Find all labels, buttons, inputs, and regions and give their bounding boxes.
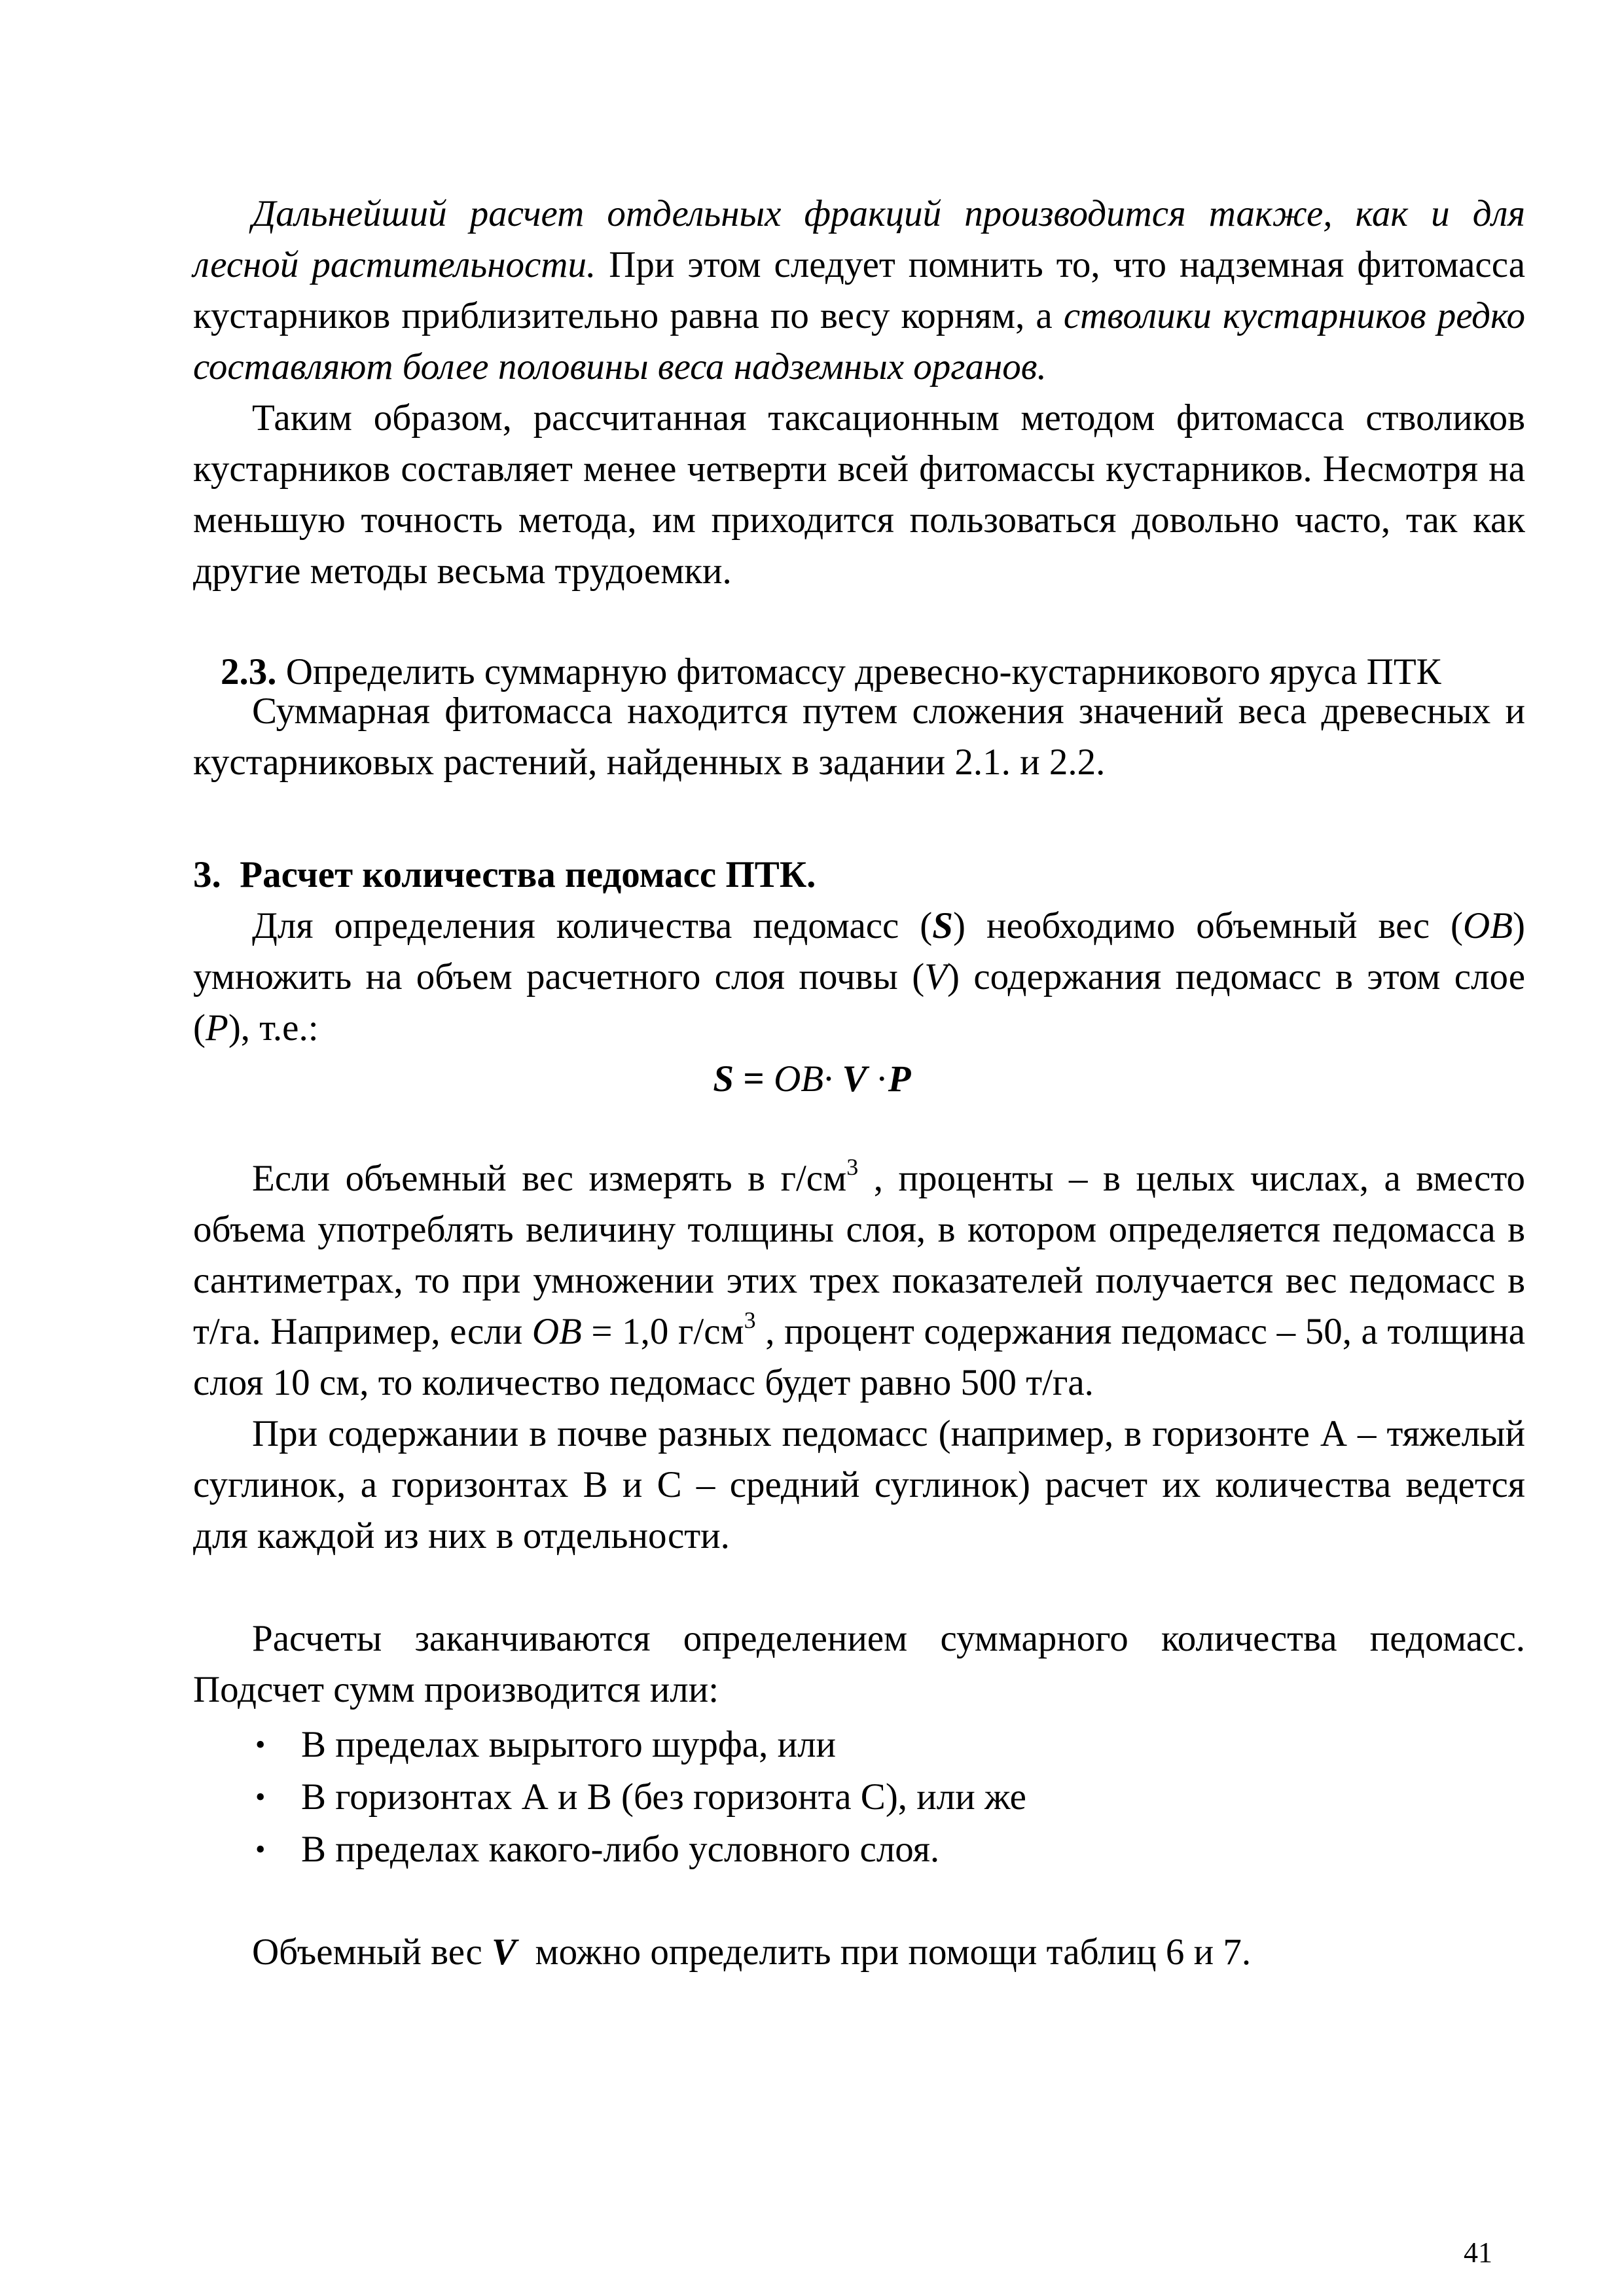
superscript: 3 [846, 1154, 859, 1180]
body-text: , проценты – в целых числах, а вместо объема употреблять величину толщины слоя, в котором определяется педомасса в сантиметрах, то при умножении этих трех показателей получается вес педомасс в т/га. Например, если [193, 1158, 1525, 1352]
paragraph-bulk-density-tables [193, 1927, 1525, 1978]
variable-S: S [932, 905, 953, 946]
formula-dot: · [875, 1058, 888, 1100]
formula-S: S [713, 1058, 734, 1100]
formula-P: P [888, 1058, 911, 1100]
formula-V: V [833, 1058, 876, 1100]
formula-OB: OB· [774, 1058, 833, 1100]
paragraph-total-phytomass: Суммарная фитомасса находится путем сложения значений веса древесных и кустарниковых растений, найденных в задании 2.1. и 2.2. [193, 691, 1525, 783]
paragraph-units-example [193, 1153, 1525, 1408]
variable-OB: OB [532, 1311, 582, 1352]
bullet-icon: • [255, 1781, 266, 1813]
body-text: Объемный вес [252, 1931, 492, 1973]
list-item [255, 1771, 1499, 1823]
list-item-text: В горизонтах А и В (без горизонта С), или же [301, 1776, 1026, 1818]
paragraph-pedomass-definition [193, 901, 1525, 1054]
variable-P: P [205, 1007, 228, 1049]
summation-options-list [255, 1719, 1499, 1876]
list-item [255, 1823, 1499, 1876]
list-item [255, 1719, 1499, 1771]
body-text: ) умножить на объем расчетного слоя почвы ( [193, 905, 1525, 997]
section-title: Расчет количества педомасс ПТК. [240, 854, 816, 895]
bullet-icon: • [255, 1833, 266, 1865]
list-item-text: В пределах какого-либо условного слоя. [301, 1829, 940, 1870]
body-text: = 1,0 г/см [581, 1311, 744, 1352]
body-text: ), т.е.: [228, 1007, 319, 1049]
body-text: , процент содержания педомасс – 50, а толщина слоя 10 см, то количество педомасс будет равно 500 т/га. [193, 1311, 1526, 1403]
paragraph-different-pedomasses: При содержании в почве разных педомасс (например, в горизонте А – тяжелый суглинок, а горизонтах В и С – средний суглинок) расчет их количества ведется для каждой из них в отдельности. [193, 1413, 1525, 1556]
body-text: можно определить при помощи таблиц 6 и 7. [516, 1931, 1252, 1973]
body-text: ) необходимо объемный вес ( [953, 905, 1464, 946]
formula-equals: = [734, 1058, 774, 1100]
bullet-icon: • [255, 1729, 266, 1761]
section-number: 3. [193, 854, 221, 895]
italic-text: стволики кустарников редко составляют более половины веса надземных органов. [193, 295, 1525, 387]
paragraph-summation: Расчеты заканчиваются определением суммарного количества педомасс. Подсчет сумм производится или: [193, 1618, 1525, 1710]
superscript: 3 [744, 1307, 756, 1333]
section-number: 2.3. [221, 651, 277, 692]
italic-text: Дальнейший расчет отдельных фракций производится также, как и для лесной растительности. [193, 193, 1525, 285]
body-text: Если объемный вес измерять в г/см [252, 1158, 847, 1199]
section-heading-3 [193, 850, 1525, 901]
body-text: Для определения количества педомасс ( [252, 905, 933, 946]
variable-V: V [924, 956, 948, 997]
paragraph-taxation-method: Таким образом, рассчитанная таксационным методом фитомасса стволиков кустарников составляет менее четверти всей фитомассы кустарников. Несмотря на меньшую точность метода, им приходится пользоваться довольно часто, так как другие методы весьма трудоемки. [193, 397, 1525, 592]
variable-OB: OB [1463, 905, 1513, 946]
formula [0, 1054, 1624, 1105]
body-text: ) содержания педомасс в этом слое ( [193, 956, 1525, 1049]
variable-V: V [492, 1931, 517, 1973]
page-number: 41 [1464, 2236, 1492, 2269]
body-text: При этом следует помнить то, что надземная фитомасса кустарников приблизительно равна по весу корням, а [193, 244, 1525, 336]
list-item-text: В пределах вырытого шурфа, или [301, 1724, 837, 1765]
section-title: Определить суммарную фитомассу древесно-кустарникового яруса ПТК [276, 651, 1441, 692]
paragraph-fraction-calculation [193, 188, 1525, 393]
